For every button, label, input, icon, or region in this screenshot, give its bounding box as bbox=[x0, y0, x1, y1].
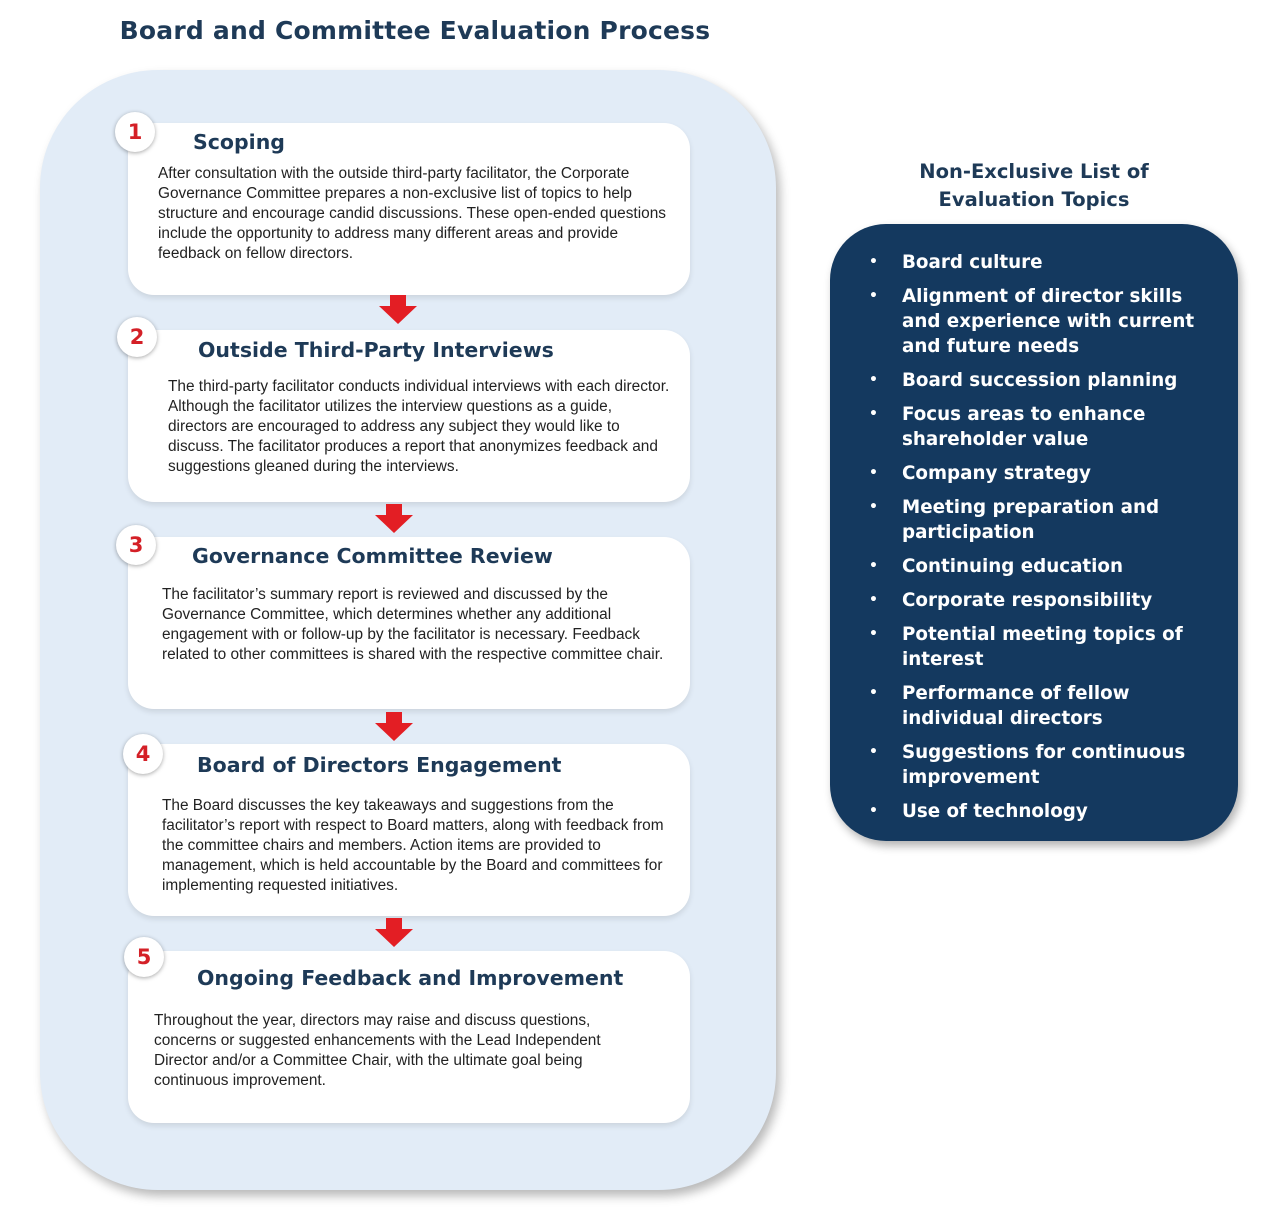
step-number-badge: 1 bbox=[115, 112, 155, 152]
step-description: After consultation with the outside third-party facilitator, the Corporate Governance Committee prepares a non-exclusive list of topics to help structure and encourage candid discussions. These open-ended questions include the opportunity to address many different areas and provide feedback on fellow directors. bbox=[158, 165, 666, 262]
bullet-icon: • bbox=[869, 744, 878, 760]
topic-item bbox=[866, 740, 1216, 790]
step-number-badge: 2 bbox=[117, 317, 157, 357]
topic-label: Suggestions for continuous improvement bbox=[902, 742, 1186, 788]
arrow-down-icon bbox=[373, 918, 415, 948]
arrow-down-icon bbox=[373, 504, 415, 534]
step-title: Governance Committee Review bbox=[192, 544, 553, 568]
topic-label: Board culture bbox=[902, 252, 1043, 273]
topic-label: Focus areas to enhance shareholder value bbox=[902, 404, 1146, 450]
bullet-icon: • bbox=[869, 465, 878, 481]
topic-item bbox=[866, 799, 1216, 824]
process-title: Board and Committee Evaluation Process bbox=[119, 16, 711, 45]
topics-list bbox=[866, 250, 1216, 833]
bullet-icon: • bbox=[869, 254, 878, 270]
arrow-down-icon bbox=[377, 295, 419, 325]
topics-title: Non-Exclusive List of Evaluation Topics bbox=[919, 160, 1149, 211]
topic-item bbox=[866, 588, 1216, 613]
topics-panel bbox=[830, 224, 1238, 841]
step-title: Board of Directors Engagement bbox=[197, 753, 562, 777]
step-description: Throughout the year, directors may raise and discuss questions, concerns or suggested enhancements with the Lead Independent Director and/or a Committee Chair, with the ultimate goal being continuous improvement. bbox=[154, 1012, 601, 1089]
topic-item bbox=[866, 681, 1216, 731]
bullet-icon: • bbox=[869, 592, 878, 608]
step-title: Ongoing Feedback and Improvement bbox=[197, 966, 624, 990]
topic-label: Company strategy bbox=[902, 463, 1091, 484]
bullet-icon: • bbox=[869, 626, 878, 642]
topic-item bbox=[866, 368, 1216, 393]
step-title: Outside Third-Party Interviews bbox=[198, 338, 554, 362]
bullet-icon: • bbox=[869, 803, 878, 819]
step-number-badge: 5 bbox=[124, 937, 164, 977]
bullet-icon: • bbox=[869, 406, 878, 422]
topic-label: Corporate responsibility bbox=[902, 590, 1153, 611]
step-number-badge: 4 bbox=[123, 734, 163, 774]
topic-label: Meeting preparation and participation bbox=[902, 497, 1160, 543]
topic-label: Continuing education bbox=[902, 556, 1124, 577]
topic-label: Potential meeting topics of interest bbox=[902, 624, 1183, 670]
topic-label: Use of technology bbox=[902, 801, 1088, 822]
arrow-down-icon bbox=[373, 712, 415, 742]
topic-item bbox=[866, 402, 1216, 452]
bullet-icon: • bbox=[869, 685, 878, 701]
bullet-icon: • bbox=[869, 372, 878, 388]
bullet-icon: • bbox=[869, 558, 878, 574]
topic-label: Performance of fellow individual directors bbox=[902, 683, 1130, 729]
step-description: The facilitator’s summary report is reviewed and discussed by the Governance Committee, which determines whether any additional engagement with or follow-up by the facilitator is necessary. Feedback related to other committees is shared with the respective committee chair. bbox=[162, 586, 664, 663]
topic-item bbox=[866, 461, 1216, 486]
topic-item bbox=[866, 250, 1216, 275]
bullet-icon: • bbox=[869, 288, 878, 304]
topic-item bbox=[866, 495, 1216, 545]
step-number-badge: 3 bbox=[116, 525, 156, 565]
bullet-icon: • bbox=[869, 499, 878, 515]
topic-item bbox=[866, 622, 1216, 672]
step-description: The third-party facilitator conducts individual interviews with each director. Although the facilitator utilizes the interview questions as a guide, directors are encouraged to address any subject they would like to discuss. The facilitator produces a report that anonymizes feedback and suggestions gleaned during the interviews. bbox=[168, 378, 670, 475]
step-description: The Board discusses the key takeaways and suggestions from the facilitator’s report with respect to Board matters, along with feedback from the committee chairs and members. Action items are provided to management, which is held accountable by the Board and committees for implementing requested initiatives. bbox=[162, 797, 664, 894]
topic-item bbox=[866, 284, 1216, 359]
topic-item bbox=[866, 554, 1216, 579]
topic-label: Alignment of director skills and experience with current and future needs bbox=[902, 286, 1195, 357]
topic-label: Board succession planning bbox=[902, 370, 1178, 391]
step-title: Scoping bbox=[193, 130, 285, 154]
